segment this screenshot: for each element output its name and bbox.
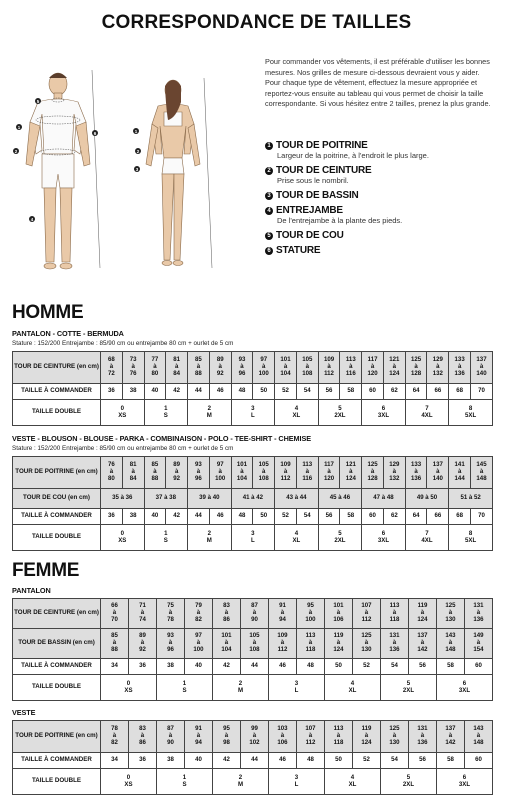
row-tour-de-poitrine [13, 721, 493, 753]
row-label: TAILLE DOUBLE [13, 525, 101, 551]
table-cell: 85 à 88 [144, 457, 166, 489]
table-femme-pantalon [12, 598, 493, 701]
row-taille-a-commander [13, 753, 493, 769]
table-cell: 5 2XL [318, 525, 362, 551]
legend-item [265, 230, 505, 241]
marker-1-icon: 1 [17, 124, 21, 130]
table-cell: 37 à 38 [144, 489, 188, 509]
legend-title: TOUR DE COU [276, 230, 344, 241]
row-taille-double [13, 525, 493, 551]
table-cell: 101 à 104 [213, 629, 241, 659]
row-taille-double [13, 400, 493, 426]
table-cell: 125 à 130 [437, 599, 465, 629]
table-cell: 52 [275, 509, 297, 525]
table-cell: 75 à 78 [157, 599, 185, 629]
table-cell: 91 à 94 [185, 721, 213, 753]
marker-2-icon: 2 [136, 148, 140, 154]
table-cell: 66 [427, 509, 449, 525]
table-cell: 38 [122, 384, 144, 400]
table-cell: 1 S [144, 525, 188, 551]
row-tour-de-cou [13, 489, 493, 509]
table-cell: 54 [296, 509, 318, 525]
measurement-legend [265, 140, 505, 260]
table-cell: 93 à 96 [188, 457, 210, 489]
table-cell: 42 [166, 509, 188, 525]
table-femme-veste [12, 720, 493, 795]
row-tour-de-bassin [13, 629, 493, 659]
table-cell: 68 à 72 [101, 352, 123, 384]
section-heading-homme: HOMME [12, 302, 84, 323]
table-cell: 58 [340, 384, 362, 400]
table-cell: 41 à 42 [231, 489, 275, 509]
table-cell: 52 [353, 753, 381, 769]
table-cell: 121 à 124 [340, 457, 362, 489]
section-heading-femme: FEMME [12, 560, 80, 581]
table-cell: 105 à 108 [241, 629, 269, 659]
table-cell: 105 à 108 [253, 457, 275, 489]
table-cell: 50 [325, 659, 353, 675]
marker-5-icon: 5 [36, 98, 40, 104]
legend-item [265, 140, 505, 161]
table-cell: 52 [275, 384, 297, 400]
number-6-icon: 6 [265, 247, 273, 255]
table-cell: 77 à 80 [144, 352, 166, 384]
table-cell: 42 [213, 753, 241, 769]
table-cell: 44 [188, 384, 210, 400]
number-1-icon: 1 [265, 142, 273, 150]
table-cell: 143 à 148 [437, 629, 465, 659]
row-taille-double [13, 675, 493, 701]
row-tour-de-ceinture [13, 599, 493, 629]
table-cell: 149 à 154 [465, 629, 493, 659]
table-cell: 42 [166, 384, 188, 400]
table-cell: 4 XL [275, 525, 319, 551]
table-cell: 0 XS [101, 675, 157, 701]
table-cell: 85 à 88 [101, 629, 129, 659]
intro-paragraph: Pour chaque type de vêtement, effectuez la mesure appropriée et reportez-vous ensuite au tableau qui vous permet de choisir la taille correspondante. Si vous hésitez entre 2 tailles, prenez la plus grande. [265, 78, 491, 109]
table-cell: 1 S [144, 400, 188, 426]
table-cell: 125 à 130 [381, 721, 409, 753]
table-cell: 83 à 86 [129, 721, 157, 753]
subtitle-femme-veste: VESTE [12, 708, 36, 717]
table-cell: 129 à 132 [427, 352, 449, 384]
legend-item [265, 205, 505, 226]
marker-1-icon: 1 [134, 128, 138, 134]
table-cell: 58 [437, 753, 465, 769]
table-cell: 5 2XL [381, 675, 437, 701]
table-cell: 95 à 100 [297, 599, 325, 629]
row-taille-a-commander [13, 659, 493, 675]
table-cell: 103 à 106 [269, 721, 297, 753]
legend-title: TOUR DE BASSIN [276, 190, 359, 201]
table-cell: 4 XL [325, 675, 381, 701]
table-cell: 3 L [269, 769, 325, 795]
legend-desc: Prise sous le nombril. [277, 176, 349, 185]
table-cell: 38 [122, 509, 144, 525]
row-tour-de-poitrine [13, 457, 493, 489]
table-cell: 46 [209, 509, 231, 525]
table-cell: 109 à 112 [318, 352, 340, 384]
table-cell: 34 [101, 659, 129, 675]
table-cell: 117 à 120 [318, 457, 340, 489]
table-cell: 68 [449, 509, 471, 525]
table-cell: 3 L [231, 400, 275, 426]
marker-3-icon: 3 [135, 166, 139, 172]
table-cell: 117 à 120 [362, 352, 384, 384]
row-label: TOUR DE CEINTURE (en cm) [13, 352, 101, 384]
table-cell: 45 à 46 [318, 489, 362, 509]
table-cell: 35 à 36 [101, 489, 145, 509]
table-cell: 87 à 90 [157, 721, 185, 753]
marker-6-icon: 6 [93, 130, 97, 136]
table-cell: 43 à 44 [275, 489, 319, 509]
subtitle-homme-veste: VESTE - BLOUSON - BLOUSE - PARKA - COMBINAISON - POLO - TEE-SHIRT - CHEMISE [12, 434, 311, 443]
row-label: TAILLE DOUBLE [13, 400, 101, 426]
table-cell: 60 [465, 659, 493, 675]
table-homme-veste [12, 456, 493, 551]
table-cell: 131 à 136 [465, 599, 493, 629]
table-cell: 49 à 50 [405, 489, 449, 509]
table-cell: 48 [297, 659, 325, 675]
number-2-icon: 2 [265, 167, 273, 175]
table-cell: 42 [213, 659, 241, 675]
subtitle-homme-pantalon: PANTALON - COTTE - BERMUDA [12, 329, 124, 338]
table-cell: 36 [129, 753, 157, 769]
table-cell: 73 à 76 [122, 352, 144, 384]
table-cell: 5 2XL [381, 769, 437, 795]
table-cell: 101 à 104 [231, 457, 253, 489]
row-label: TOUR DE CEINTURE (en cm) [13, 599, 101, 629]
table-cell: 89 à 92 [129, 629, 157, 659]
table-cell: 38 [157, 753, 185, 769]
table-cell: 113 à 118 [297, 629, 325, 659]
table-cell: 3 L [269, 675, 325, 701]
table-cell: 5 2XL [318, 400, 362, 426]
row-taille-double [13, 769, 493, 795]
table-cell: 105 à 108 [296, 352, 318, 384]
table-cell: 97 à 100 [209, 457, 231, 489]
table-cell: 62 [383, 509, 405, 525]
table-cell: 48 [231, 509, 253, 525]
legend-item [265, 190, 505, 201]
table-cell: 87 à 90 [241, 599, 269, 629]
legend-desc: Largeur de la poitrine, à l'endroit le plus large. [277, 151, 429, 160]
legend-desc: De l'entrejambe à la plante des pieds. [277, 216, 403, 225]
table-cell: 133 à 136 [449, 352, 471, 384]
row-label: TOUR DE BASSIN (en cm) [13, 629, 101, 659]
intro-paragraph: Pour commander vos vêtements, il est préférable d'utiliser les bonnes mesures. Nos grilles de mesure ci-dessous devraient vous y aider. [265, 57, 490, 77]
table-cell: 2 M [213, 769, 269, 795]
table-cell: 133 à 136 [405, 457, 427, 489]
number-4-icon: 4 [265, 207, 273, 215]
table-cell: 2 M [188, 400, 232, 426]
row-label: TAILLE À COMMANDER [13, 753, 101, 769]
table-cell: 113 à 118 [325, 721, 353, 753]
table-cell: 125 à 130 [353, 629, 381, 659]
table-cell: 54 [381, 659, 409, 675]
table-cell: 66 [427, 384, 449, 400]
note-homme-veste: Stature : 152/200 Entrejambe : 85/90 cm ou entrejambe 80 cm + ourlet de 5 cm [12, 445, 234, 452]
table-cell: 56 [409, 753, 437, 769]
table-cell: 44 [241, 753, 269, 769]
table-cell: 119 à 124 [325, 629, 353, 659]
table-cell: 7 4XL [405, 400, 449, 426]
table-cell: 89 à 92 [209, 352, 231, 384]
table-cell: 6 3XL [437, 769, 493, 795]
table-cell: 119 à 124 [409, 599, 437, 629]
table-cell: 47 à 48 [362, 489, 406, 509]
table-cell: 60 [465, 753, 493, 769]
table-cell: 56 [409, 659, 437, 675]
legend-title: ENTREJAMBE [276, 205, 343, 216]
table-cell: 83 à 86 [213, 599, 241, 629]
row-label: TOUR DE COU (en cm) [13, 489, 101, 509]
table-cell: 4 XL [325, 769, 381, 795]
table-cell: 44 [241, 659, 269, 675]
table-cell: 58 [437, 659, 465, 675]
legend-title: TOUR DE POITRINE [276, 140, 368, 151]
table-cell: 113 à 116 [296, 457, 318, 489]
table-cell: 107 à 112 [297, 721, 325, 753]
table-cell: 137 à 142 [437, 721, 465, 753]
legend-title: STATURE [276, 245, 321, 256]
table-cell: 95 à 98 [213, 721, 241, 753]
table-cell: 44 [188, 509, 210, 525]
table-cell: 125 à 128 [405, 352, 427, 384]
table-cell: 129 à 132 [383, 457, 405, 489]
table-cell: 0 XS [101, 400, 145, 426]
table-cell: 36 [101, 384, 123, 400]
table-cell: 99 à 102 [241, 721, 269, 753]
table-cell: 81 à 84 [166, 352, 188, 384]
row-label: TOUR DE POITRINE (en cm) [13, 721, 101, 753]
legend-item [265, 165, 505, 186]
table-cell: 2 M [213, 675, 269, 701]
table-cell: 131 à 136 [381, 629, 409, 659]
table-cell: 68 [449, 384, 471, 400]
table-cell: 4 XL [275, 400, 319, 426]
table-cell: 38 [157, 659, 185, 675]
table-cell: 54 [381, 753, 409, 769]
table-cell: 6 3XL [362, 400, 406, 426]
table-cell: 113 à 116 [340, 352, 362, 384]
row-taille-a-commander [13, 509, 493, 525]
row-taille-a-commander [13, 384, 493, 400]
table-cell: 71 à 74 [129, 599, 157, 629]
table-cell: 58 [340, 509, 362, 525]
table-cell: 109 à 112 [269, 629, 297, 659]
table-cell: 40 [144, 509, 166, 525]
table-cell: 46 [269, 753, 297, 769]
table-cell: 79 à 82 [185, 599, 213, 629]
table-cell: 51 à 52 [449, 489, 493, 509]
table-cell: 56 [318, 509, 340, 525]
row-label: TAILLE DOUBLE [13, 769, 101, 795]
table-homme-pantalon [12, 351, 493, 426]
table-cell: 64 [405, 509, 427, 525]
table-cell: 60 [362, 384, 384, 400]
table-cell: 66 à 70 [101, 599, 129, 629]
measurement-figures-illustration [8, 62, 233, 280]
table-cell: 119 à 124 [353, 721, 381, 753]
table-cell: 93 à 96 [231, 352, 253, 384]
legend-title: TOUR DE CEINTURE [276, 165, 372, 176]
table-cell: 93 à 96 [157, 629, 185, 659]
table-cell: 8 5XL [449, 525, 493, 551]
table-cell: 36 [129, 659, 157, 675]
row-label: TAILLE DOUBLE [13, 675, 101, 701]
table-cell: 121 à 124 [383, 352, 405, 384]
table-cell: 91 à 94 [269, 599, 297, 629]
table-cell: 137 à 140 [427, 457, 449, 489]
table-cell: 0 XS [101, 769, 157, 795]
page-title: CORRESPONDANCE DE TAILLES [101, 12, 412, 33]
table-cell: 70 [471, 384, 493, 400]
table-cell: 97 à 100 [185, 629, 213, 659]
table-cell: 34 [101, 753, 129, 769]
subtitle-femme-pantalon: PANTALON [12, 586, 51, 595]
table-cell: 54 [296, 384, 318, 400]
number-5-icon: 5 [265, 232, 273, 240]
table-cell: 137 à 142 [409, 629, 437, 659]
note-homme-pantalon: Stature : 152/200 Entrejambe : 85/90 cm ou entrejambe 80 cm + ourlet de 5 cm [12, 340, 234, 347]
table-cell: 137 à 140 [471, 352, 493, 384]
table-cell: 50 [253, 384, 275, 400]
body-figures [8, 62, 233, 280]
table-cell: 40 [144, 384, 166, 400]
table-cell: 81 à 84 [122, 457, 144, 489]
table-cell: 56 [318, 384, 340, 400]
table-cell: 46 [269, 659, 297, 675]
table-cell: 6 3XL [362, 525, 406, 551]
table-cell: 1 S [157, 675, 213, 701]
table-cell: 97 à 100 [253, 352, 275, 384]
table-cell: 70 [471, 509, 493, 525]
table-cell: 48 [297, 753, 325, 769]
table-cell: 143 à 148 [465, 721, 493, 753]
table-cell: 7 4XL [405, 525, 449, 551]
table-cell: 101 à 106 [325, 599, 353, 629]
row-label: TAILLE À COMMANDER [13, 384, 101, 400]
table-cell: 0 XS [101, 525, 145, 551]
row-label: TAILLE À COMMANDER [13, 659, 101, 675]
table-cell: 60 [362, 509, 384, 525]
table-cell: 113 à 118 [381, 599, 409, 629]
table-cell: 1 S [157, 769, 213, 795]
table-cell: 6 3XL [437, 675, 493, 701]
table-cell: 85 à 88 [188, 352, 210, 384]
table-cell: 40 [185, 659, 213, 675]
number-3-icon: 3 [265, 192, 273, 200]
table-cell: 78 à 82 [101, 721, 129, 753]
table-cell: 64 [405, 384, 427, 400]
table-cell: 52 [353, 659, 381, 675]
table-cell: 101 à 104 [275, 352, 297, 384]
table-cell: 125 à 128 [362, 457, 384, 489]
table-cell: 76 à 80 [101, 457, 123, 489]
table-cell: 48 [231, 384, 253, 400]
table-cell: 3 L [231, 525, 275, 551]
marker-4-icon: 4 [30, 216, 34, 222]
row-label: TOUR DE POITRINE (en cm) [13, 457, 101, 489]
marker-2-icon: 2 [14, 148, 18, 154]
row-tour-de-ceinture [13, 352, 493, 384]
table-cell: 2 M [188, 525, 232, 551]
table-cell: 131 à 136 [409, 721, 437, 753]
table-cell: 36 [101, 509, 123, 525]
table-cell: 141 à 144 [449, 457, 471, 489]
table-cell: 40 [185, 753, 213, 769]
table-cell: 107 à 112 [353, 599, 381, 629]
intro-text [265, 57, 505, 110]
table-cell: 39 à 40 [188, 489, 232, 509]
table-cell: 109 à 112 [275, 457, 297, 489]
row-label: TAILLE À COMMANDER [13, 509, 101, 525]
table-cell: 50 [253, 509, 275, 525]
table-cell: 46 [209, 384, 231, 400]
legend-item [265, 245, 505, 256]
table-cell: 8 5XL [449, 400, 493, 426]
table-cell: 62 [383, 384, 405, 400]
table-cell: 145 à 148 [471, 457, 493, 489]
table-cell: 89 à 92 [166, 457, 188, 489]
table-cell: 50 [325, 753, 353, 769]
